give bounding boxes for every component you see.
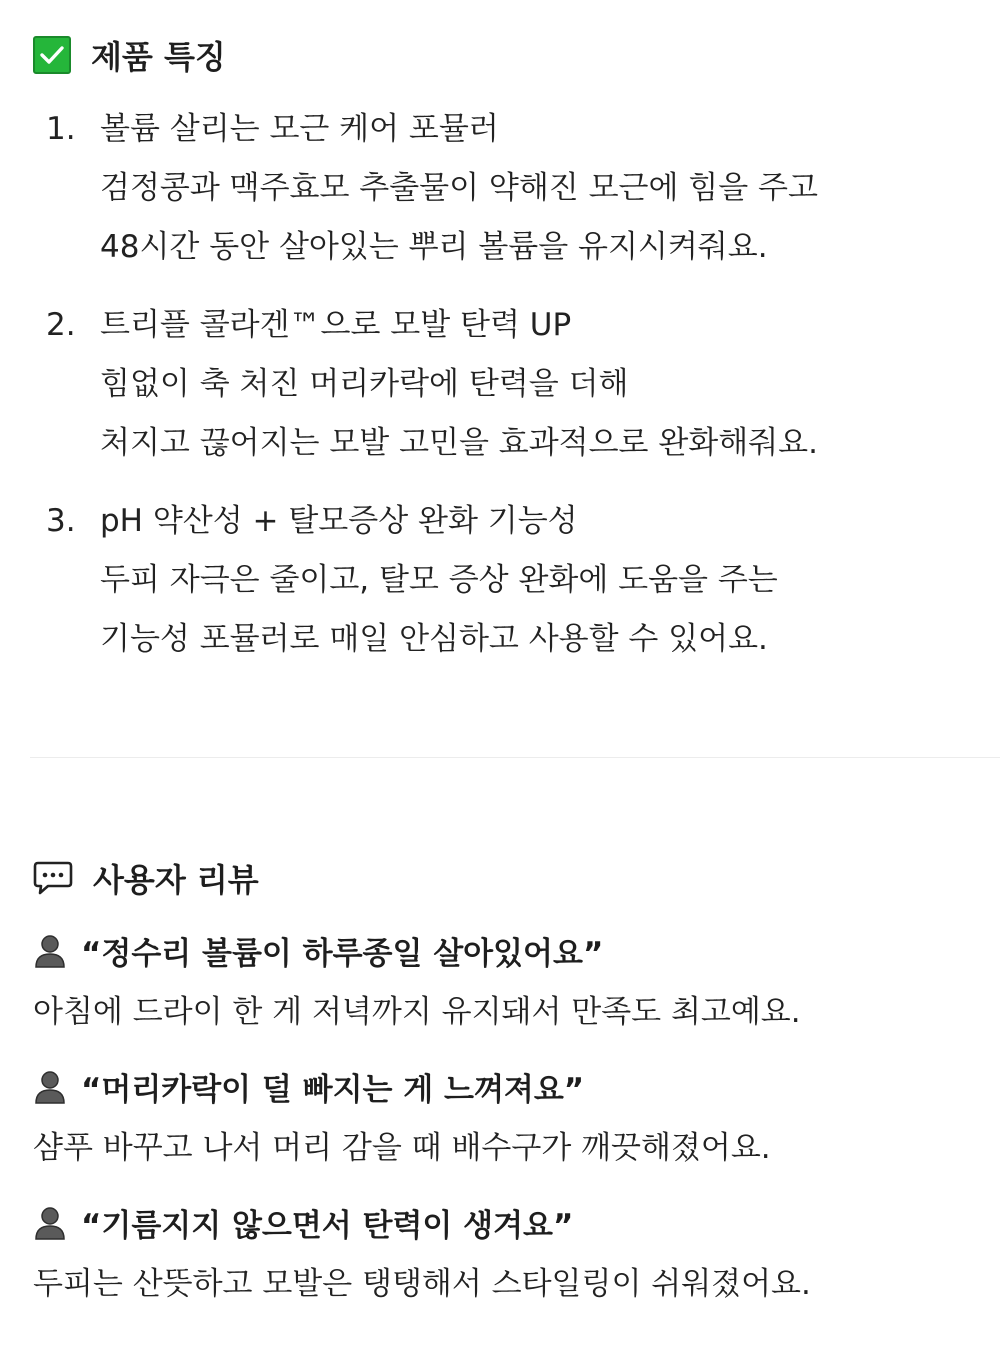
person-icon [33, 1204, 67, 1240]
feature-heading: pH 약산성 + 탈모증상 완화 기능성 [100, 503, 578, 539]
review-quote: “기름지지 않으면서 탄력이 생겨요” [81, 1207, 574, 1244]
review-body: 두피는 산뜻하고 모발은 탱탱해서 스타일링이 쉬워졌어요. [33, 1266, 811, 1302]
feature-number: 1. [46, 111, 76, 147]
feature-number: 2. [46, 307, 76, 343]
feature-description: 힘없이 축 처진 머리카락에 탄력을 더해 [100, 366, 629, 402]
feature-description: 48시간 동안 살아있는 뿌리 볼륨을 유지시켜줘요. [100, 229, 768, 265]
feature-description: 두피 자극은 줄이고, 탈모 증상 완화에 도움을 주는 [100, 562, 778, 598]
review-item-1 [33, 925, 993, 1037]
feature-number: 3. [46, 503, 76, 539]
feature-description: 검정콩과 맥주효모 추출물이 약해진 모근에 힘을 주고 [100, 170, 818, 206]
reviews-title: 사용자 리뷰 [93, 861, 259, 899]
speech-bubble-icon [33, 860, 73, 896]
feature-heading: 트리플 콜라겐™으로 모발 탄력 UP [100, 307, 572, 343]
person-icon [33, 1068, 67, 1104]
review-quote: “머리카락이 덜 빠지는 게 느껴져요” [81, 1071, 585, 1108]
feature-description: 기능성 포뮬러로 매일 안심하고 사용할 수 있어요. [100, 621, 768, 657]
check-mark-icon [33, 36, 71, 74]
person-icon [33, 932, 67, 968]
review-body: 샴푸 바꾸고 나서 머리 감을 때 배수구가 깨끗해졌어요. [33, 1130, 771, 1166]
section-divider [30, 757, 1000, 758]
feature-heading: 볼륨 살리는 모근 케어 포뮬러 [100, 111, 499, 147]
features-title: 제품 특징 [91, 38, 226, 76]
review-quote: “정수리 볼륨이 하루종일 살아있어요” [81, 935, 604, 972]
feature-description: 처지고 끊어지는 모발 고민을 효과적으로 완화해줘요. [100, 425, 818, 461]
reviews-heading [33, 855, 259, 901]
review-item-3 [33, 1197, 993, 1309]
features-heading [33, 32, 226, 78]
review-body: 아침에 드라이 한 게 저녁까지 유지돼서 만족도 최고예요. [33, 994, 801, 1030]
review-item-2 [33, 1061, 993, 1173]
